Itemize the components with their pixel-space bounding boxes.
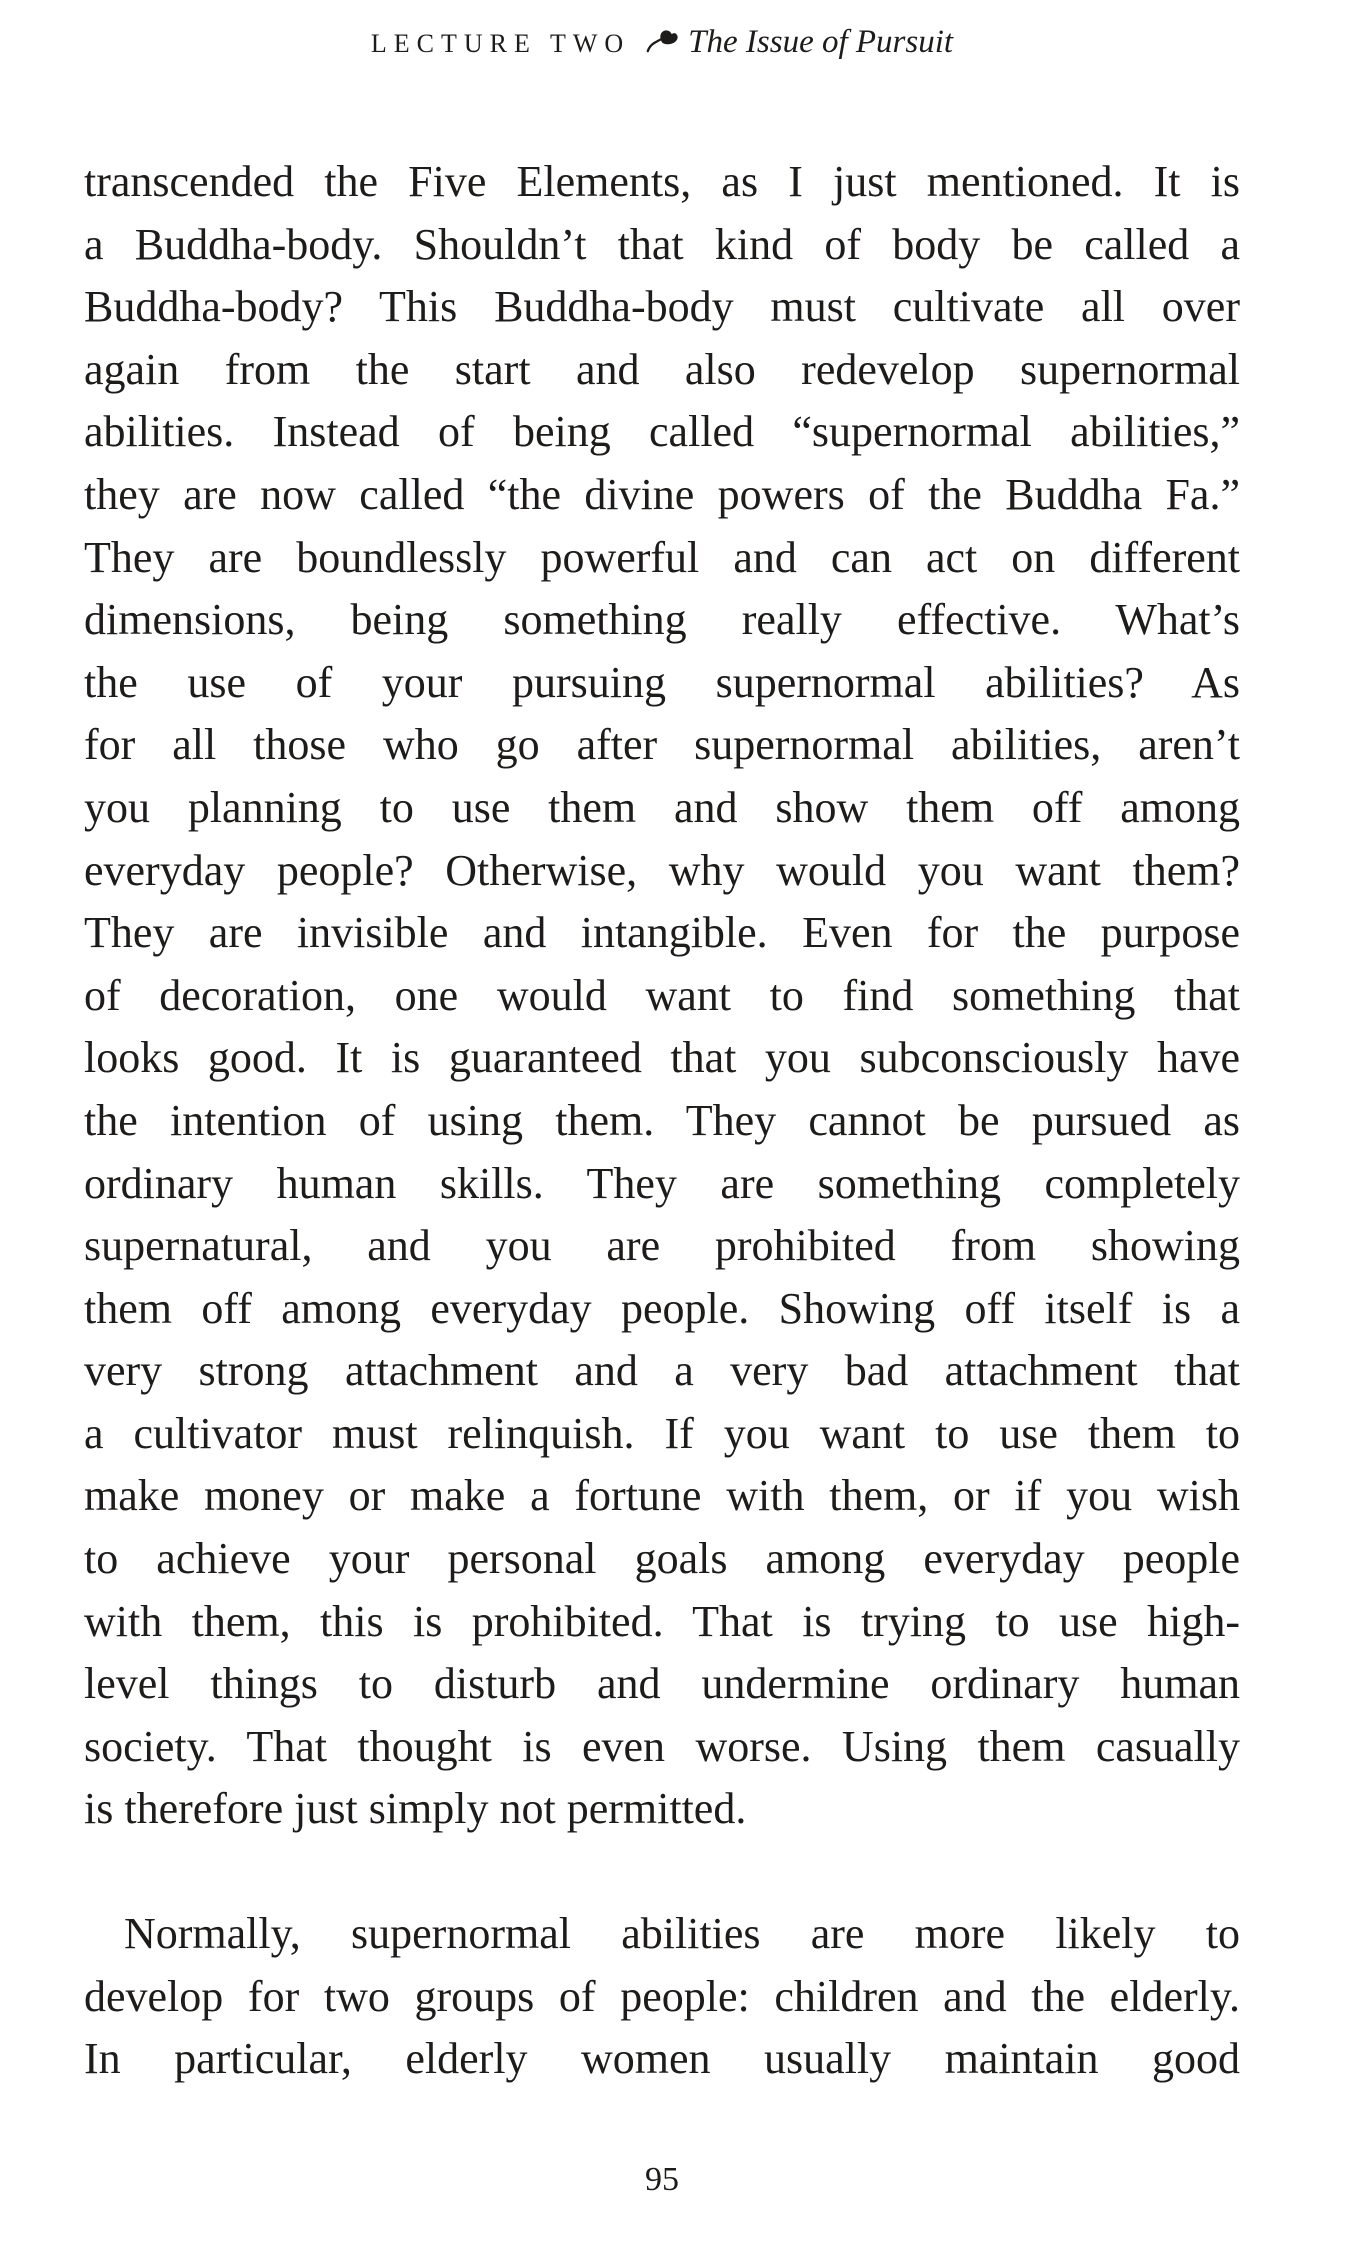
text-line: very strong attachment and a very bad attachment that xyxy=(84,1346,1240,1396)
text-line: Normally, supernormal abilities are more likely to xyxy=(124,1909,1240,1959)
text-line: they are now called “the divine powers of the Buddha Fa.” xyxy=(84,469,1240,519)
running-header xyxy=(84,24,1240,61)
text-line: abilities. Instead of being called “supernormal abilities,” xyxy=(84,407,1240,457)
page-footer xyxy=(84,2160,1240,2200)
text-line: make money or make a fortune with them, or if you wish xyxy=(84,1471,1240,1521)
text-line: everyday people? Otherwise, why would you want them? xyxy=(84,845,1240,895)
text-line: the use of your pursuing supernormal abilities? As xyxy=(84,657,1240,707)
text-line: the intention of using them. They cannot be pursued as xyxy=(84,1095,1240,1145)
text-line: ordinary human skills. They are something completely xyxy=(84,1158,1240,1208)
text-line: you planning to use them and show them off among xyxy=(84,782,1240,832)
paragraph xyxy=(84,1903,1240,2091)
text-line: with them, this is prohibited. That is trying to use high- xyxy=(84,1596,1240,1646)
text-line: again from the start and also redevelop supernormal xyxy=(84,344,1240,394)
text-line: for all those who go after supernormal abilities, aren’t xyxy=(84,720,1240,770)
text-line: dimensions, being something really effective. What’s xyxy=(84,595,1240,645)
text-line: a Buddha-body. Shouldn’t that kind of body be called a xyxy=(84,219,1240,269)
text-line: of decoration, one would want to find something that xyxy=(84,970,1240,1020)
text-line: them off among everyday people. Showing off itself is a xyxy=(84,1283,1240,1333)
text-line: develop for two groups of people: children and the elderly. xyxy=(84,1971,1240,2021)
text-line: a cultivator must relinquish. If you want to use them to xyxy=(84,1408,1240,1458)
chapter-title: The Issue of Pursuit xyxy=(688,24,954,60)
text-line: supernatural, and you are prohibited from showing xyxy=(84,1221,1240,1271)
text-line: society. That thought is even worse. Using them casually xyxy=(84,1721,1240,1771)
text-line: level things to disturb and undermine ordinary human xyxy=(84,1659,1240,1709)
text-line: They are invisible and intangible. Even for the purpose xyxy=(84,908,1240,958)
text-line: transcended the Five Elements, as I just mentioned. It is xyxy=(84,157,1240,206)
fleuron-leaf-icon xyxy=(646,27,678,59)
text-line: to achieve your personal goals among everyday people xyxy=(84,1534,1240,1584)
text-line: Buddha-body? This Buddha-body must cultivate all over xyxy=(84,282,1240,332)
paragraph xyxy=(84,151,1240,1841)
text-line: In particular, elderly women usually maintain good xyxy=(84,2034,1240,2084)
page-body xyxy=(84,151,1240,2091)
text-line: They are boundlessly powerful and can act on different xyxy=(84,532,1240,582)
page-number: 95 xyxy=(645,2161,679,2198)
text-line: is therefore just simply not permitted. xyxy=(84,1784,747,1834)
text-line: looks good. It is guaranteed that you subconsciously have xyxy=(84,1033,1240,1083)
lecture-label: LECTURE TWO xyxy=(370,29,631,58)
